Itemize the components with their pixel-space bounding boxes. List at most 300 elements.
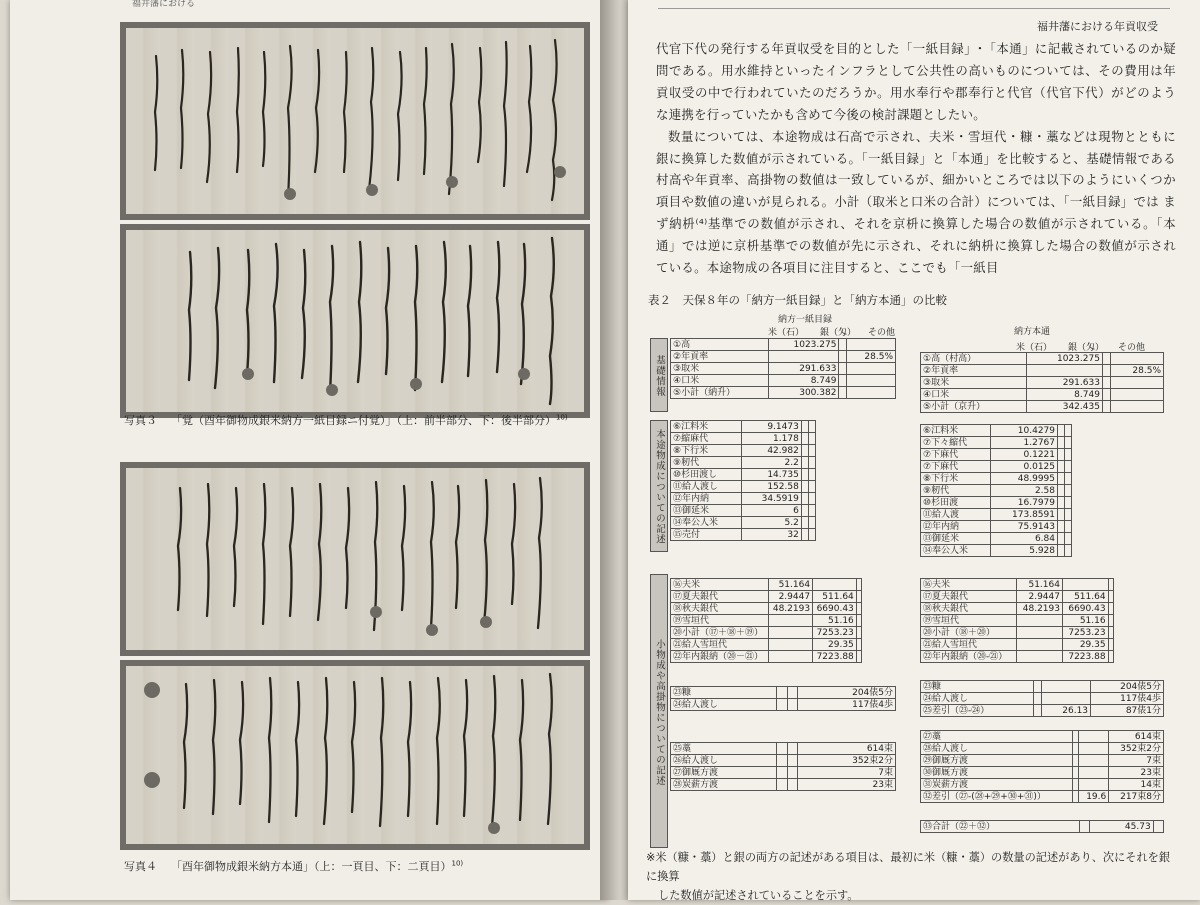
silver-value xyxy=(1058,545,1065,557)
row-label: ③取米 xyxy=(921,377,1027,389)
silver-value: 7253.23 xyxy=(1062,627,1108,639)
body-text xyxy=(656,38,1176,279)
paragraph-1: 代官下代の発行する年貢収受を目的とした「一紙目録」･「本通」に記載されているのか疑問である。用水維持といったインフラとして公共性の高いものについては、その費用は年貢収受の中で行われていたのだろうか。用水奉行や郡奉行と代官（代官下代）がどのような連携を行っていたかも含めて今後の検討課題としたい。 xyxy=(656,41,1176,122)
silver-value: 7253.23 xyxy=(813,627,857,639)
table-row xyxy=(921,705,1164,717)
silver-value xyxy=(1058,521,1065,533)
row-label: ⑳小計（⑱＋⑳） xyxy=(921,627,1017,639)
rice-value: 51.164 xyxy=(1017,579,1063,591)
other-value: 204俵5分 xyxy=(1091,681,1164,693)
other-value xyxy=(1108,591,1113,603)
paragraph-2: 数量については、本途物成は石高で示され、夫米・雪垣代・糠・藁などは現物とともに銀に換算した数値が示されている。「一紙目録」と「本通」を比較すると、基礎情報である村高や年貢率、高掛物の数値は一致しているが、細かいところでは以下のようにいくつか項目や数値の違いが見られる。小計（取米と口米の合計）については、「一紙目録」では まず納枡⁽⁴⁾基準での数値が示され、それを京枡に換算した場合の数値が示されている。「本通」では逆に京枡基準での数値が先に示され、それに納枡に換算した場合の数値が示されている。本途物成の各項目に注目すると、ここでも「一紙目 xyxy=(656,128,1176,276)
rice-value xyxy=(1017,639,1063,651)
table-row xyxy=(671,687,896,699)
other-value: 28.5% xyxy=(846,351,895,363)
silver-value xyxy=(1102,353,1110,365)
silver-value xyxy=(787,687,798,699)
other-value xyxy=(846,363,895,375)
other-value xyxy=(856,591,861,603)
other-value xyxy=(856,627,861,639)
table-row xyxy=(921,353,1164,365)
table-row xyxy=(671,421,816,433)
row-label: ⑲雪垣代 xyxy=(921,615,1017,627)
photo-4-upper xyxy=(120,462,590,656)
caption-label: 写真３ xyxy=(124,414,157,427)
table-row xyxy=(671,433,816,445)
table-row xyxy=(671,699,896,711)
rice-value xyxy=(769,639,813,651)
rice-value xyxy=(1017,651,1063,663)
photo-3-caption xyxy=(124,412,568,428)
row-label: ⑭奉公人米 xyxy=(671,517,742,529)
table-row xyxy=(671,457,816,469)
row-label: ⑰夏夫銀代 xyxy=(671,591,769,603)
table-row xyxy=(921,731,1164,743)
table-row xyxy=(671,755,896,767)
table-row xyxy=(921,485,1072,497)
row-label: ⑦下々縮代 xyxy=(921,437,991,449)
rice-value: 48.2193 xyxy=(1017,603,1063,615)
caption-label: 写真４ xyxy=(124,860,157,873)
section-label-basic: 基礎情報 xyxy=(650,338,668,412)
right-col-other: その他 xyxy=(1118,343,1146,353)
row-label: ⑧下行米 xyxy=(921,473,991,485)
silver-value: 7223.88 xyxy=(1062,651,1108,663)
row-label: ③取米 xyxy=(671,363,769,375)
other-value xyxy=(1064,485,1071,497)
left-col-silver: 銀（匁） xyxy=(820,328,857,338)
other-value xyxy=(808,481,815,493)
silver-value: 6690.43 xyxy=(813,603,857,615)
silver-value xyxy=(787,743,798,755)
table-row xyxy=(921,603,1114,615)
other-value: 7束 xyxy=(1109,755,1164,767)
row-label: ㉖給人渡し xyxy=(671,755,777,767)
silver-value xyxy=(1079,767,1109,779)
table-row xyxy=(671,529,816,541)
table-row xyxy=(921,779,1164,791)
silver-value xyxy=(1079,779,1109,791)
table-row xyxy=(671,603,862,615)
table-row xyxy=(921,651,1114,663)
row-label: ㉑給人雪垣代 xyxy=(921,639,1017,651)
right-basic-table xyxy=(920,352,1164,413)
other-value xyxy=(808,433,815,445)
photo-4-lower xyxy=(120,660,590,850)
row-label: ㉒年内銀納（⑳－㉑） xyxy=(671,651,769,663)
note-line-1: ※米（糠・藁）と銀の両方の記述がある項目は、最初に米（糠・藁）の数量の記述があり、次にそれを銀に換算 xyxy=(646,851,1171,883)
table-row xyxy=(921,425,1072,437)
left-basic-table xyxy=(670,338,896,399)
table-row xyxy=(921,579,1114,591)
silver-value xyxy=(801,481,808,493)
row-label: ⑥江料米 xyxy=(921,425,991,437)
silver-value xyxy=(1079,755,1109,767)
other-value xyxy=(856,603,861,615)
rice-value: 342.435 xyxy=(1027,401,1103,413)
row-label: ⑩杉田渡し xyxy=(671,469,742,481)
other-value: 14束 xyxy=(1109,779,1164,791)
row-label: ②年貢率 xyxy=(921,365,1027,377)
silver-value xyxy=(801,433,808,445)
row-label: ⑧下行米 xyxy=(671,445,742,457)
row-label: ④口米 xyxy=(921,389,1027,401)
table-row xyxy=(671,517,816,529)
row-label: ①高 xyxy=(671,339,769,351)
row-label: ㉜差引（㉗-(㉘+㉙+㉚+㉛)） xyxy=(921,791,1073,803)
row-label: ①高（村高） xyxy=(921,353,1027,365)
silver-value: 51.16 xyxy=(813,615,857,627)
other-value xyxy=(1108,627,1113,639)
table-row xyxy=(671,615,862,627)
other-value xyxy=(1108,603,1113,615)
right-table-title: 納方本通 xyxy=(1014,327,1051,337)
table-row xyxy=(671,363,896,375)
header-rule xyxy=(658,8,1170,9)
rice-value: 5.928 xyxy=(990,545,1057,557)
row-label: ⑱秋夫銀代 xyxy=(671,603,769,615)
silver-value xyxy=(1042,693,1091,705)
row-label: ㉓糠 xyxy=(671,687,777,699)
table-row xyxy=(921,791,1164,803)
silver-value: 29.35 xyxy=(813,639,857,651)
rice-value xyxy=(777,699,788,711)
table-row xyxy=(921,509,1072,521)
row-label: ⑳小計（⑰＋⑱＋⑲） xyxy=(671,627,769,639)
left-page xyxy=(10,0,608,900)
table-row xyxy=(921,449,1072,461)
other-value: 352束2分 xyxy=(1109,743,1164,755)
silver-value xyxy=(1079,731,1109,743)
silver-value: 19.6 xyxy=(1079,791,1109,803)
left-col-other: その他 xyxy=(868,328,896,338)
left-hontou-table xyxy=(670,420,816,541)
rice-value: 42.982 xyxy=(741,445,801,457)
left-komono-table-b xyxy=(670,686,896,711)
row-label: ㉓糠 xyxy=(921,681,1034,693)
table-row xyxy=(921,461,1072,473)
other-value xyxy=(1153,821,1163,833)
other-value xyxy=(1064,533,1071,545)
silver-value xyxy=(801,421,808,433)
row-label: ㉝合計（㉒＋㉜） xyxy=(921,821,1080,833)
caption-note-ref: 10) xyxy=(451,859,464,868)
section-label-hontou: 本途物成についての記述 xyxy=(650,420,668,552)
table-row xyxy=(921,693,1164,705)
table-row xyxy=(671,579,862,591)
other-value xyxy=(1064,437,1071,449)
rice-value: 48.9995 xyxy=(990,473,1057,485)
other-value xyxy=(846,387,895,399)
silver-value: 51.16 xyxy=(1062,615,1108,627)
other-value xyxy=(856,651,861,663)
rice-value: 1023.275 xyxy=(769,339,839,351)
table-row xyxy=(921,389,1164,401)
left-table-title: 納方一紙目録 xyxy=(778,315,833,325)
rice-value: 14.735 xyxy=(741,469,801,481)
other-value: 614束 xyxy=(798,743,896,755)
silver-value: 29.35 xyxy=(1062,639,1108,651)
silver-value xyxy=(839,351,846,363)
photo-3-lower xyxy=(120,224,590,418)
silver-value xyxy=(801,457,808,469)
row-label: ⑬御延米 xyxy=(921,533,991,545)
table-row xyxy=(671,351,896,363)
silver-value xyxy=(801,493,808,505)
row-label: ㉘炭薪方渡 xyxy=(671,779,777,791)
row-label: ⑯夫米 xyxy=(671,579,769,591)
row-label: ㉔給人渡し xyxy=(671,699,777,711)
row-label: ㉕藁 xyxy=(671,743,777,755)
other-value xyxy=(808,505,815,517)
rice-value: 2.2 xyxy=(741,457,801,469)
table-row xyxy=(921,743,1164,755)
silver-value xyxy=(1058,533,1065,545)
right-komono-table-a xyxy=(920,578,1114,663)
row-label: ⑦下麻代 xyxy=(921,461,991,473)
silver-value xyxy=(787,767,798,779)
right-total-table xyxy=(920,820,1164,833)
row-label: ⑤小計（京升） xyxy=(921,401,1027,413)
rice-value xyxy=(1017,615,1063,627)
table-row xyxy=(671,469,816,481)
section-label-komono: 小物成や高掛物についての記述 xyxy=(650,574,668,848)
silver-value xyxy=(839,339,846,351)
left-komono-table-a xyxy=(670,578,862,663)
table-row xyxy=(671,505,816,517)
silver-value xyxy=(1062,579,1108,591)
table-row xyxy=(921,821,1164,833)
other-value: 117俵4歩 xyxy=(1091,693,1164,705)
table-row xyxy=(671,639,862,651)
other-value xyxy=(808,457,815,469)
table-row xyxy=(921,681,1164,693)
row-label: ④口米 xyxy=(671,375,769,387)
running-head: 福井藩における年貢収受 xyxy=(1037,20,1158,33)
silver-value: 511.64 xyxy=(813,591,857,603)
right-komono-table-c xyxy=(920,730,1164,803)
silver-value xyxy=(1102,401,1110,413)
other-value xyxy=(1064,545,1071,557)
rice-value: 2.9447 xyxy=(769,591,813,603)
rice-value: 16.7979 xyxy=(990,497,1057,509)
other-value xyxy=(856,639,861,651)
row-label: ㉗藁 xyxy=(921,731,1073,743)
silver-value xyxy=(787,755,798,767)
row-label: ㉗御厩方渡 xyxy=(671,767,777,779)
left-komono-table-c xyxy=(670,742,896,791)
rice-value: 291.633 xyxy=(1027,377,1103,389)
rice-value: 32 xyxy=(741,529,801,541)
silver-value xyxy=(1042,681,1091,693)
rice-value: 1.2767 xyxy=(990,437,1057,449)
rice-value xyxy=(777,779,788,791)
handwriting-scan xyxy=(120,660,590,850)
row-label: ⑪給人渡し xyxy=(671,481,742,493)
silver-value xyxy=(1058,425,1065,437)
table-row xyxy=(671,743,896,755)
table-row xyxy=(671,445,816,457)
right-page xyxy=(628,0,1200,900)
row-label: ⑦縮麻代 xyxy=(671,433,742,445)
table-row xyxy=(671,387,896,399)
silver-value xyxy=(839,363,846,375)
rice-value: 173.8591 xyxy=(990,509,1057,521)
rice-value: 1.178 xyxy=(741,433,801,445)
row-label: ⑤小計（納升） xyxy=(671,387,769,399)
table-row xyxy=(671,591,862,603)
caption-note-ref: 10) xyxy=(556,413,568,422)
silver-value: 6690.43 xyxy=(1062,603,1108,615)
other-value xyxy=(1108,615,1113,627)
row-label: ㉑給人雪垣代 xyxy=(671,639,769,651)
rice-value: 291.633 xyxy=(769,363,839,375)
row-label: ⑪給人渡 xyxy=(921,509,991,521)
other-value xyxy=(1064,497,1071,509)
other-value: 117俵4歩 xyxy=(798,699,896,711)
silver-value xyxy=(1102,389,1110,401)
other-value: 352束2分 xyxy=(798,755,896,767)
other-value xyxy=(1064,425,1071,437)
rice-value xyxy=(769,651,813,663)
row-label: ㉘給人渡し xyxy=(921,743,1073,755)
rice-value: 10.4279 xyxy=(990,425,1057,437)
table-row xyxy=(921,377,1164,389)
silver-value: 26.13 xyxy=(1042,705,1091,717)
other-value xyxy=(1108,579,1113,591)
row-label: ⑦下麻代 xyxy=(921,449,991,461)
row-label: ⑥江料米 xyxy=(671,421,742,433)
rice-value xyxy=(769,615,813,627)
table-row xyxy=(921,627,1114,639)
rice-value: 300.382 xyxy=(769,387,839,399)
silver-value xyxy=(839,375,846,387)
other-value xyxy=(1110,353,1163,365)
silver-value xyxy=(1079,743,1109,755)
other-value xyxy=(1110,389,1163,401)
rice-value: 9.1473 xyxy=(741,421,801,433)
silver-value xyxy=(1058,473,1065,485)
rice-value xyxy=(777,743,788,755)
table-row xyxy=(921,533,1072,545)
rice-value xyxy=(1017,627,1063,639)
other-value xyxy=(1064,509,1071,521)
other-value xyxy=(1108,639,1113,651)
rice-value: 0.1221 xyxy=(990,449,1057,461)
row-label: ⑨籾代 xyxy=(921,485,991,497)
rice-value xyxy=(1034,693,1042,705)
row-label: ⑭奉公人米 xyxy=(921,545,991,557)
table-row xyxy=(921,473,1072,485)
rice-value: 8.749 xyxy=(769,375,839,387)
other-value: 87俵1分 xyxy=(1091,705,1164,717)
other-value xyxy=(1064,521,1071,533)
rice-value: 34.5919 xyxy=(741,493,801,505)
table-row xyxy=(921,755,1164,767)
other-value xyxy=(1110,377,1163,389)
rice-value: 1023.275 xyxy=(1027,353,1103,365)
right-col-rice: 米（石） xyxy=(1016,343,1053,353)
rice-value xyxy=(1034,705,1042,717)
rice-value: 5.2 xyxy=(741,517,801,529)
handwriting-scan xyxy=(120,462,590,656)
silver-value: 7223.88 xyxy=(813,651,857,663)
left-col-rice: 米（石） xyxy=(768,328,805,338)
row-label: ⑨籾代 xyxy=(671,457,742,469)
table-row xyxy=(671,481,816,493)
row-label: ⑰夏夫銀代 xyxy=(921,591,1017,603)
table-row xyxy=(921,591,1114,603)
row-label: ⑫年内納 xyxy=(671,493,742,505)
other-value xyxy=(1110,401,1163,413)
table-row xyxy=(671,767,896,779)
folio-text: 福井藩における xyxy=(132,0,196,9)
rice-value: 152.58 xyxy=(741,481,801,493)
rice-value: 0.0125 xyxy=(990,461,1057,473)
other-value: 614束 xyxy=(1109,731,1164,743)
row-label: ⑲雪垣代 xyxy=(671,615,769,627)
row-label: ⑩杉田渡 xyxy=(921,497,991,509)
other-value: 204俵5分 xyxy=(798,687,896,699)
silver-value xyxy=(801,517,808,529)
other-value: 23束 xyxy=(1109,767,1164,779)
other-value: 23束 xyxy=(798,779,896,791)
note-line-2: した数値が記述されていることを示す。 xyxy=(658,889,859,902)
right-hontou-table xyxy=(920,424,1072,557)
rice-value: 6.84 xyxy=(990,533,1057,545)
other-value xyxy=(808,421,815,433)
table-row xyxy=(671,493,816,505)
rice-value: 51.164 xyxy=(769,579,813,591)
other-value: 7束 xyxy=(798,767,896,779)
caption-title: 「酉年御物成銀米納方本通」（上：一頁目、下：二頁目） xyxy=(171,860,452,873)
rice-value xyxy=(777,687,788,699)
rice-value xyxy=(1034,681,1042,693)
other-value xyxy=(1108,651,1113,663)
silver-value xyxy=(839,387,846,399)
other-value xyxy=(808,517,815,529)
silver-value xyxy=(787,779,798,791)
silver-value xyxy=(1058,449,1065,461)
rice-value xyxy=(777,767,788,779)
row-label: ㉕差引（㉓-㉔） xyxy=(921,705,1034,717)
row-label: ㉙御厩方渡 xyxy=(921,755,1073,767)
silver-value: 511.64 xyxy=(1062,591,1108,603)
silver-value xyxy=(1058,485,1065,497)
table-row xyxy=(671,339,896,351)
table-note xyxy=(646,848,1172,905)
other-value xyxy=(808,469,815,481)
silver-value xyxy=(787,699,798,711)
silver-value: 45.73 xyxy=(1090,821,1153,833)
table-title: 表２ 天保８年の「納方一紙目録」と「納方本通」の比較 xyxy=(648,293,947,307)
rice-value: 48.2193 xyxy=(769,603,813,615)
row-label: ㉒年内銀納（⑳-㉑） xyxy=(921,651,1017,663)
rice-value xyxy=(769,627,813,639)
handwriting-scan xyxy=(120,224,590,418)
other-value xyxy=(846,375,895,387)
silver-value xyxy=(801,529,808,541)
row-label: ㉛炭薪方渡 xyxy=(921,779,1073,791)
silver-value xyxy=(1058,497,1065,509)
rice-value xyxy=(777,755,788,767)
row-label: ⑯夫米 xyxy=(921,579,1017,591)
caption-title: 「覚（酉年御物成銀米納方一紙目録ニ付覚）」（上：前半部分、下：後半部分） xyxy=(171,414,556,427)
rice-value: 6 xyxy=(741,505,801,517)
table-row xyxy=(671,627,862,639)
table-row xyxy=(671,651,862,663)
row-label: ②年貢率 xyxy=(671,351,769,363)
